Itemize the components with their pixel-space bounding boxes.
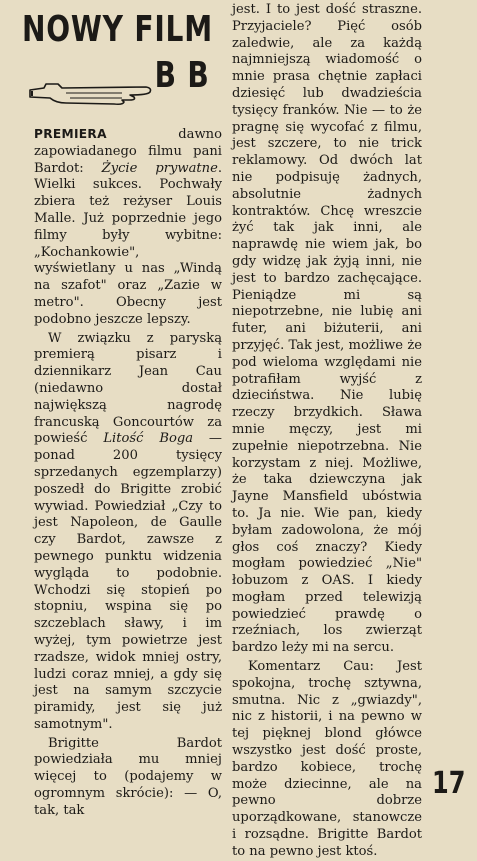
paragraph [34,126,222,329]
article-column-1 [34,126,222,820]
paragraph: jest. I to jest dość straszne. Przyjaciele? Pięć osób zaledwie, ale za każdą najmniejszą wiadomość o mnie prasa chętnie zapłaci dziesięć lub dwadzieścia tysięcy franków. Nie — to że pragnę się wycofać z filmu, jest szczere, to nie trick reklamowy. Od dwóch lat nie podpisuję żadnych, absolutnie żadnych kontraktów. Chcę wreszcie żyć tak jak inni, ale naprawdę nie wiem jak, bo gdy widzę jak żyją inni, nie jest to bardzo zachęcające. Pieniądze mi są niepotrzebne, nie lubię ani futer, ani biżuterii, ani przyjęć. Tak jest, możliwe że pod wieloma względami nie potrafiłam wyjść z dzieciństwa. Nie lubię rzeczy brzydkich. Sława mnie męczy, jest mi zupełnie niepotrzebna. Nie korzystam z niej. Możliwe, że taka dziewczyna jak Jayne Mansfield ubóstwia to. Ja nie. Wie pan, kiedy byłam zadowolona, że mój głos coś znaczy? Kiedy mogłam powiedzieć „Nie" łobuzom z OAS. I kiedy mogłam przed telewizją powiedzieć prawdę o rzeźniach, los zwierząt bardzo leży mi na sercu. [232,2,422,656]
pointing-hand-icon [26,76,154,106]
film-title: Życie prywatne [101,160,218,176]
text: . Wielki sukces. Pochwały zbiera też reżyser Louis Malle. Już poprzednie jego filmy były wybitne: „Kochankowie", wyświetlany u nas „Windą na szafot" oraz „Zazie w metro". Obecny jest podobno jeszcze lepszy. [34,160,222,327]
text: — ponad 200 tysięcy sprzedanych egzemplarzy) poszedł do Brigitte zrobić wywiad. Powiedział „Czy to jest Napoleon, de Gaulle czy Bardot, zawsze z pewnego punktu widzenia wygląda to podobnie. Wchodzi się stopień po stopniu, wspina się po szczeblach sławy, i im wyżej, tym powietrze jest rzadsze, widok mniej ostry, ludzi coraz mniej, a gdy się jest na samym szczycie piramidy, jest się już samotnym". [34,431,223,732]
page-number: 17 [432,766,466,801]
text: W związku z paryską premierą pisarz i dziennikarz Jean Cau (niedawno dostał największą nagrodę francuską Goncourtów za powieść [34,330,222,447]
paragraph: Brigitte Bardot powiedziała mu mniej więcej to (podajemy w ogromnym skrócie): — O, tak, tak [34,735,222,818]
article-column-2 [232,2,422,861]
headline-line-2: B B [154,55,210,96]
book-title: Litość Boga [103,431,194,447]
headline-line-1: NOWY FILM [22,9,213,50]
text: dawno zapowiadanego filmu pani Bardot: [34,127,222,176]
paragraph [34,331,222,734]
lead-word: PREMIERA [34,127,107,141]
paragraph: Komentarz Cau: Jest spokojna, trochę sztywna, smutna. Nic z „gwiazdy", nic z historii, i na pewno w tej pięknej blond główce wszystko jest dość proste, bardzo kobiece, trochę może dziecinne, ale na pewno dobrze uporządkowane, stanowcze i rozsądne. Brigitte Bardot to na pewno jest ktoś. [232,659,422,859]
